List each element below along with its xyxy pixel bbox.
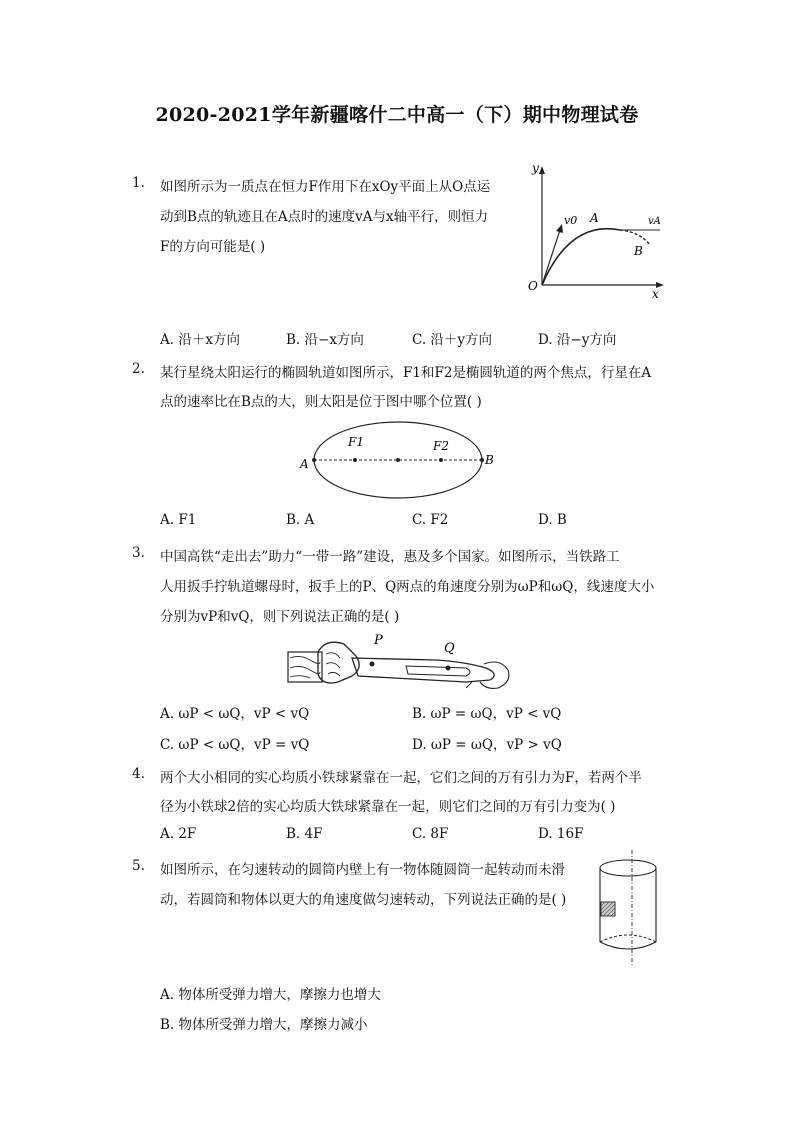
fig2-b-label: B <box>485 453 494 467</box>
fig3-q-label: Q <box>444 641 455 656</box>
fig1-y-label: y <box>532 161 539 175</box>
question-2-line-1: 某行星绕太阳运行的椭圆轨道如图所示，F1和F2是椭圆轨道的两个焦点，行星在A <box>160 365 652 381</box>
question-1-number: 1. <box>132 175 145 191</box>
fig1-v0-label: v0 <box>564 214 578 227</box>
question-4-option-b[interactable]: B. 4F <box>286 826 323 842</box>
question-2-option-b[interactable]: B. A <box>286 512 315 528</box>
fig1-x-label: x <box>652 287 659 301</box>
page-title: 2020-2021学年新疆喀什二中高一（下）期中物理试卷 <box>155 104 639 126</box>
fig2-a-label: A <box>300 457 309 471</box>
question-2-number: 2. <box>132 361 145 377</box>
question-3-option-c[interactable]: C. ωP < ωQ，vP = vQ <box>160 737 310 753</box>
question-2-line-2: 点的速率比在B点的大，则太阳是位于图中哪个位置( ) <box>160 394 482 410</box>
question-5-line-1: 如图所示，在匀速转动的圆筒内壁上有一物体随圆筒一起转动而未滑 <box>160 862 565 878</box>
question-5-option-b[interactable]: B. 物体所受弹力增大，摩擦力减小 <box>160 1017 368 1033</box>
question-1-line-1: 如图所示为一质点在恒力F作用下在xOy平面上从O点运 <box>160 179 491 195</box>
question-5-number: 5. <box>132 858 145 874</box>
fig1-va-label: vA <box>648 216 661 227</box>
question-4-option-d[interactable]: D. 16F <box>538 826 584 842</box>
question-1-option-d[interactable]: D. 沿−y方向 <box>538 332 617 348</box>
question-5-line-2: 动，若圆筒和物体以更大的角速度做匀速转动，下列说法正确的是( ) <box>160 892 567 908</box>
question-4-number: 4. <box>132 766 145 782</box>
question-4-line-1: 两个大小相同的实心均质小铁球紧靠在一起，它们之间的万有引力为F，若两个半 <box>160 770 642 786</box>
question-3-line-3: 分别为vP和vQ，则下列说法正确的是( ) <box>160 609 400 625</box>
question-3-option-b[interactable]: B. ωP = ωQ，vP < vQ <box>412 706 562 722</box>
question-1-option-c[interactable]: C. 沿＋y方向 <box>412 332 493 348</box>
fig2-f2-label: F2 <box>433 439 449 453</box>
question-3-option-d[interactable]: D. ωP = ωQ，vP > vQ <box>412 737 562 753</box>
question-2-option-d[interactable]: D. B <box>538 512 567 528</box>
question-4-line-2: 径为小铁球2倍的实心均质大铁球紧靠在一起，则它们之间的万有引力变为( ) <box>160 799 616 815</box>
question-5-option-a[interactable]: A. 物体所受弹力增大，摩擦力也增大 <box>160 987 381 1003</box>
question-1-line-2: 动到B点的轨迹且在A点时的速度vA与x轴平行，则恒力 <box>160 209 489 225</box>
fig1-a-label: A <box>590 211 599 225</box>
question-3-number: 3. <box>132 545 145 561</box>
question-3-option-a[interactable]: A. ωP < ωQ，vP < vQ <box>160 706 310 722</box>
question-4-option-c[interactable]: C. 8F <box>412 826 449 842</box>
question-1-trajectory-figure <box>520 160 670 300</box>
question-5-cylinder-figure <box>592 848 672 968</box>
fig2-f1-label: F1 <box>348 435 364 449</box>
question-1-option-a[interactable]: A. 沿＋x方向 <box>160 332 240 348</box>
question-4-option-a[interactable]: A. 2F <box>160 826 197 842</box>
question-2-ellipse-figure <box>298 418 498 500</box>
question-1-line-3: F的方向可能是( ) <box>160 239 266 255</box>
question-2-option-a[interactable]: A. F1 <box>160 512 197 528</box>
question-3-wrench-figure <box>286 630 516 692</box>
question-3-line-1: 中国高铁“走出去”助力“一带一路”建设，惠及多个国家。如图所示，当铁路工 <box>160 549 620 565</box>
fig3-p-label: P <box>374 633 383 648</box>
fig1-origin-label: O <box>528 279 538 293</box>
fig1-b-label: B <box>634 244 643 258</box>
question-3-line-2: 人用扳手拧轨道螺母时，扳手上的P、Q两点的角速度分别为ωP和ωQ，线速度大小 <box>160 579 655 595</box>
question-2-option-c[interactable]: C. F2 <box>412 512 449 528</box>
question-1-option-b[interactable]: B. 沿−x方向 <box>286 332 364 348</box>
